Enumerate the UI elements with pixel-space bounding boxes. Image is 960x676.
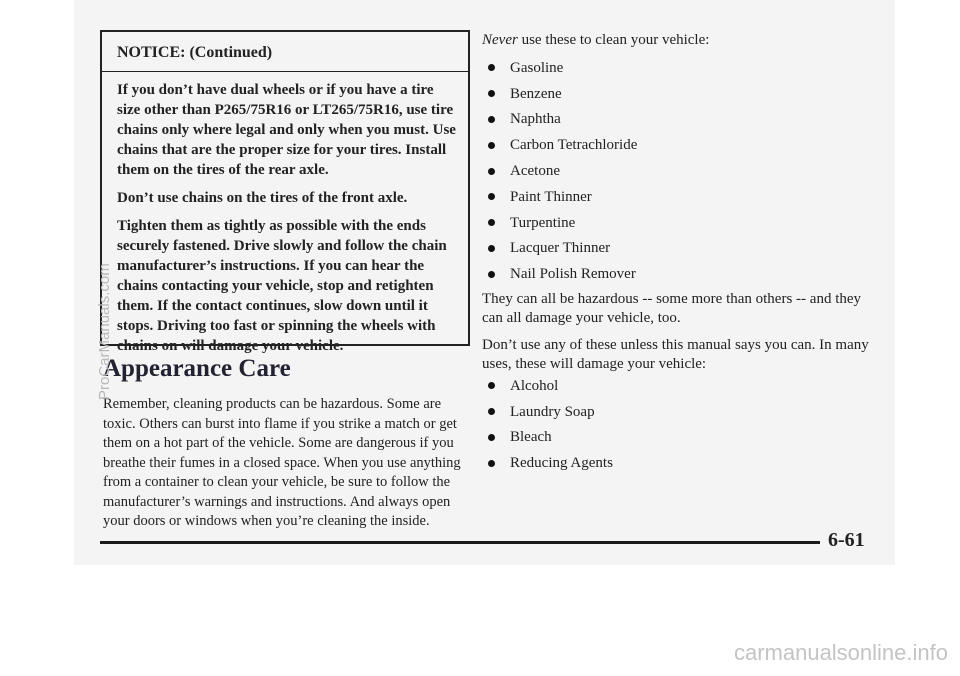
bullet-icon bbox=[488, 64, 495, 71]
list-item-label: Lacquer Thinner bbox=[510, 240, 611, 257]
notice-paragraph: If you don’t have dual wheels or if you have a tire size other than P265/75R16 or LT265/75R16, use tire chains only where legal and only when you must. Use chains that are the proper size for your tires. Install them on the tires of the rear axle. bbox=[117, 82, 456, 178]
list-item bbox=[482, 373, 613, 399]
list-item-label: Benzene bbox=[510, 85, 562, 102]
list-item-label: Laundry Soap bbox=[510, 403, 595, 420]
notice-paragraph: Tighten them as tightly as possible with the ends securely fastened. Drive slowly and follow the chain manufacturer’s instructions. If you can hear the chains contacting your vehicle, stop and retighten them. If the contact continues, slow down until it stops. Driving too fast or spinning the wheels with chains on will damage your vehicle. bbox=[117, 218, 447, 354]
section-heading: Appearance Care bbox=[103, 355, 291, 382]
page-number: 6-61 bbox=[828, 529, 865, 551]
list-item bbox=[482, 399, 613, 425]
list-item bbox=[482, 210, 637, 236]
list-item-label: Alcohol bbox=[510, 377, 559, 394]
side-watermark: ProCarManuals.com bbox=[96, 263, 113, 400]
list-item-label: Bleach bbox=[510, 429, 552, 446]
list-item bbox=[482, 158, 637, 184]
bullet-icon bbox=[488, 245, 495, 252]
list-item-label: Naphtha bbox=[510, 111, 561, 128]
list-item-label: Carbon Tetrachloride bbox=[510, 137, 638, 154]
list-item bbox=[482, 261, 637, 287]
list-item bbox=[482, 425, 613, 451]
list-item bbox=[482, 107, 637, 133]
list-item bbox=[482, 450, 613, 476]
list-item-label: Acetone bbox=[510, 163, 560, 180]
list-item bbox=[482, 236, 637, 262]
bullet-icon bbox=[488, 168, 495, 175]
list-item bbox=[482, 55, 637, 81]
section-body-text: Remember, cleaning products can be hazardous. Some are toxic. Others can burst into flame if you strike a match or get them on a hot part of the vehicle. Some are dangerous if you breathe their fumes in a closed space. When you use anything from a container to clean your vehicle, be sure to follow the manufacturer’s warnings and instructions. And always open your doors or windows when you’re cleaning the inside. bbox=[103, 396, 461, 529]
notice-paragraph: Don’t use chains on the tires of the front axle. bbox=[117, 190, 408, 206]
list-item-label: Reducing Agents bbox=[510, 455, 613, 472]
list-item bbox=[482, 132, 637, 158]
bullet-icon bbox=[488, 116, 495, 123]
list-item-label: Paint Thinner bbox=[510, 188, 592, 205]
site-watermark: carmanualsonline.info bbox=[733, 640, 948, 665]
never-use-list bbox=[482, 55, 637, 287]
list-item-label: Turpentine bbox=[510, 214, 576, 231]
notice-title: NOTICE: (Continued) bbox=[102, 32, 468, 72]
bullet-icon bbox=[488, 271, 495, 278]
bullet-icon bbox=[488, 382, 495, 389]
list-item bbox=[482, 184, 637, 210]
hazard-paragraph: They can all be hazardous -- some more than others -- and they can all damage your vehicle, too. bbox=[482, 291, 862, 326]
list-item-label: Gasoline bbox=[510, 59, 564, 76]
bullet-icon bbox=[488, 142, 495, 149]
footer-rule bbox=[100, 541, 820, 544]
bullet-icon bbox=[488, 460, 495, 467]
list-item bbox=[482, 81, 637, 107]
never-use-intro bbox=[482, 32, 709, 49]
bullet-icon bbox=[488, 408, 495, 415]
dont-use-paragraph: Don’t use any of these unless this manual says you can. In many uses, these will damage your vehicle: bbox=[482, 337, 869, 372]
notice-body bbox=[102, 72, 468, 356]
bullet-icon bbox=[488, 434, 495, 441]
never-intro-text: use these to clean your vehicle: bbox=[517, 32, 710, 48]
bullet-icon bbox=[488, 219, 495, 226]
bullet-icon bbox=[488, 193, 495, 200]
never-emphasis: Never bbox=[482, 32, 518, 48]
dont-use-list bbox=[482, 373, 613, 476]
list-item-label: Nail Polish Remover bbox=[510, 266, 636, 283]
bullet-icon bbox=[488, 90, 495, 97]
